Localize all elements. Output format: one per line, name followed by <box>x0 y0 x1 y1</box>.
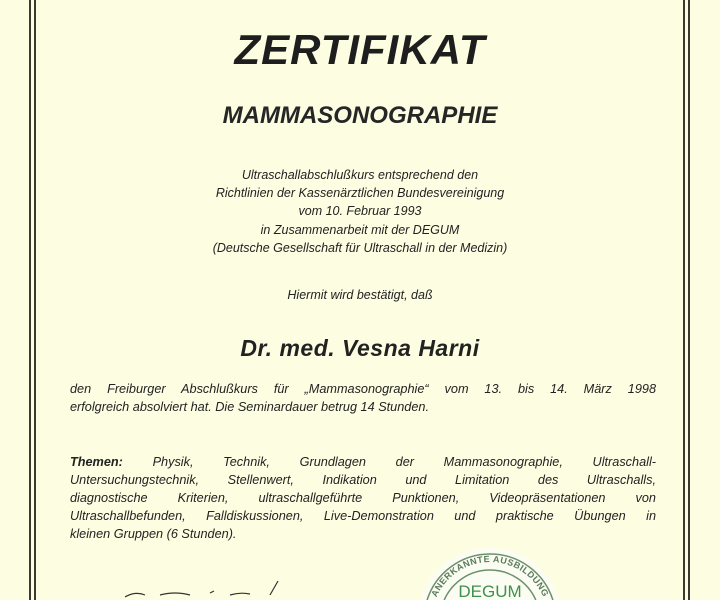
intro-line: (Deutsche Gesellschaft für Ultraschall in der Medizin) <box>212 240 508 255</box>
certificate-subtitle: MAMMASONOGRAPHIE <box>222 102 498 129</box>
course-line: den Freiburger Abschlußkurs für „Mammasonographie“ vom 13. bis 14. März 1998 <box>70 382 656 396</box>
signature <box>120 575 290 600</box>
degum-seal <box>410 540 570 600</box>
intro-line: Ultraschallabschlußkurs entsprechend den <box>241 168 479 182</box>
topics-text <box>70 453 656 543</box>
certificate-title: ZERTIFIKAT <box>234 26 486 73</box>
seal-ring-text: ANERKANNTE AUSBILDUNG <box>429 553 551 599</box>
confirmation-text: Hiermit wird bestätigt, daß <box>287 288 433 302</box>
seal-center-text: DEGUM <box>458 582 522 600</box>
topics-line-text: Physik, Technik, Grundlagen der Mammasonographie, Ultraschall- <box>152 455 657 469</box>
intro-line: vom 10. Februar 1993 <box>298 204 422 219</box>
intro-line: Richtlinien der Kassenärztlichen Bundesvereinigung <box>215 186 505 201</box>
topics-line: Ultraschallbefunden, Falldiskussionen, Live-Demonstration und praktische Übungen in <box>70 509 656 523</box>
intro-text <box>0 166 720 257</box>
course-line: erfolgreich absolviert hat. Die Seminardauer betrug 14 Stunden. <box>70 400 429 414</box>
course-text <box>70 380 656 416</box>
intro-line: in Zusammenarbeit mit der DEGUM <box>260 222 460 237</box>
topics-line: diagnostische Kriterien, ultraschallgeführte Punktionen, Videopräsentationen von <box>70 491 656 505</box>
topics-label: Themen: <box>70 455 123 469</box>
topics-line: kleinen Gruppen (6 Stunden). <box>70 527 237 541</box>
recipient-name: Dr. med. Vesna Harni <box>240 335 480 361</box>
topics-line <box>70 453 656 471</box>
topics-line: Untersuchungstechnik, Stellenwert, Indikation und Limitation des Ultraschalls, <box>70 473 656 487</box>
